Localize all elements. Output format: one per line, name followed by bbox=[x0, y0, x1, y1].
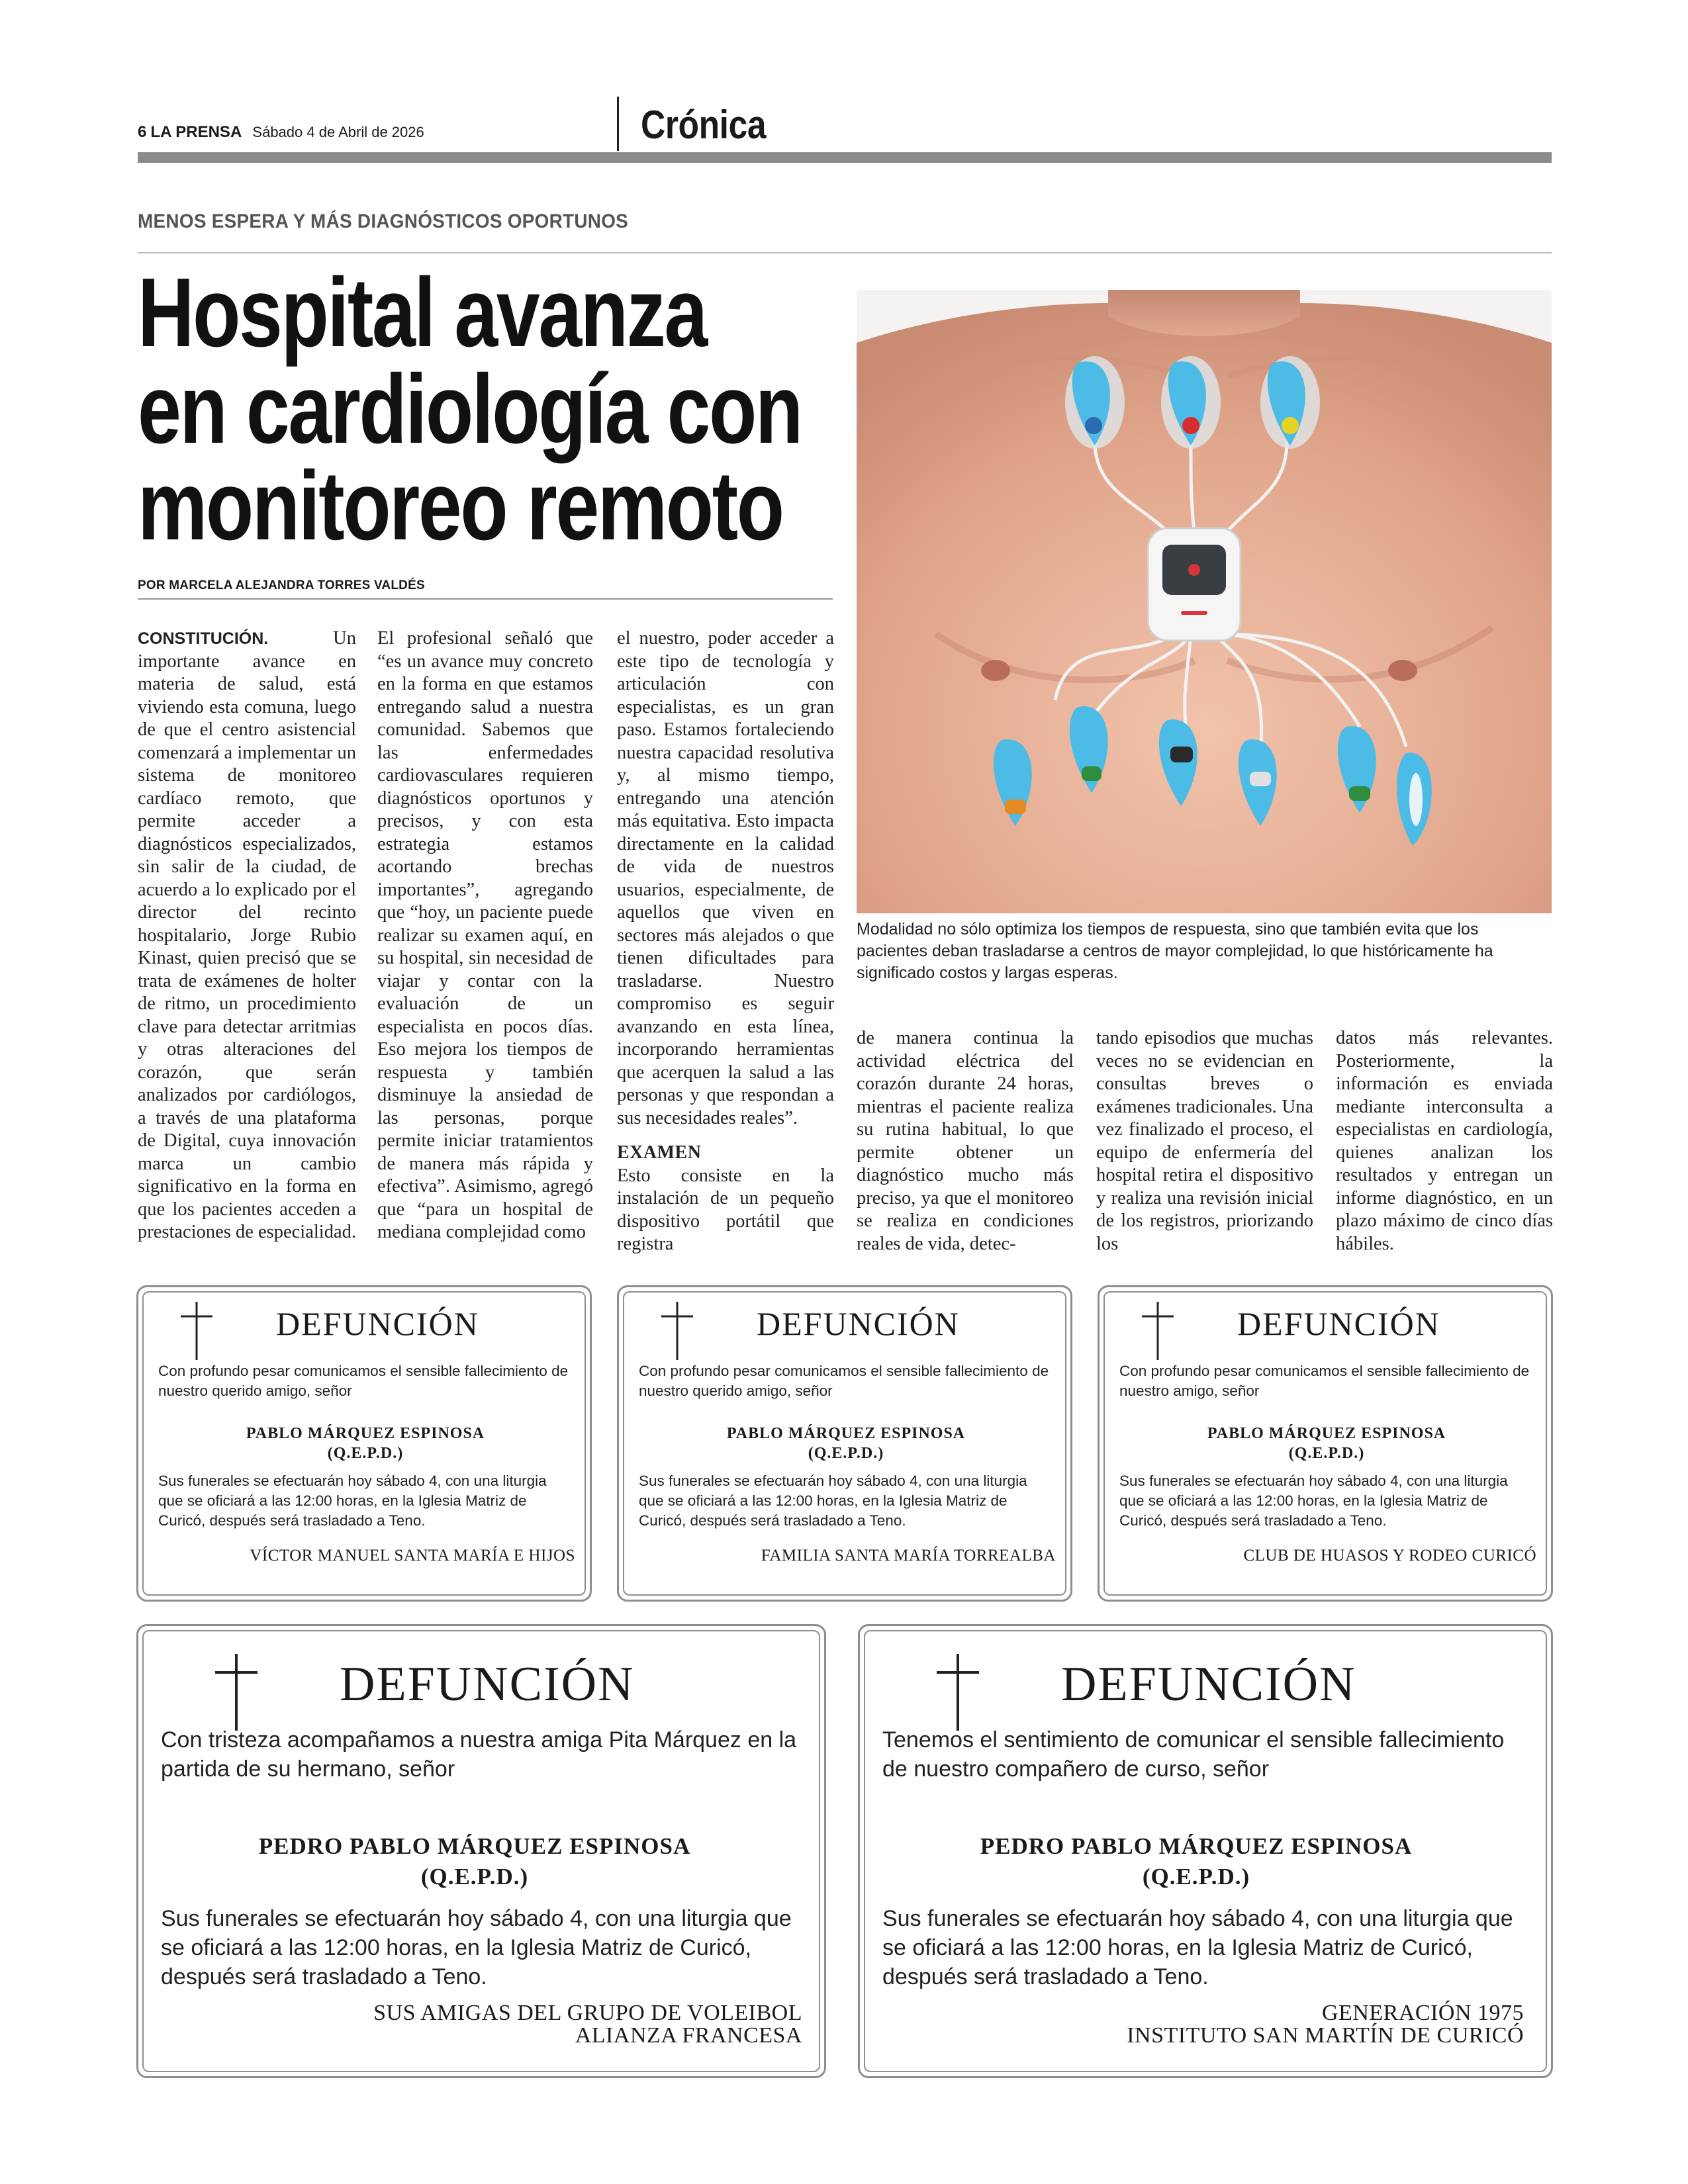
notice-frame bbox=[864, 1630, 1547, 2072]
kicker-rule bbox=[138, 252, 1552, 253]
notice-frame bbox=[142, 1630, 820, 2072]
header-rule bbox=[138, 152, 1552, 163]
headline-line: Hospital avanza bbox=[138, 258, 706, 367]
cross-icon bbox=[177, 1300, 216, 1361]
article-column-1 bbox=[138, 627, 356, 1244]
article-column-2 bbox=[377, 627, 593, 1244]
article-photo bbox=[857, 290, 1552, 913]
dateline: CONSTITUCIÓN. bbox=[138, 629, 269, 648]
notice-details: Sus funerales se efectuarán hoy sábado 4, con una liturgia que se oficiará a las 12:00 horas, en la Iglesia Matriz de Curicó, después será trasladado a Teno. bbox=[882, 1906, 1513, 1989]
cross-icon bbox=[210, 1653, 263, 1732]
notice-details: Sus funerales se efectuarán hoy sábado 4, con una liturgia que se oficiará a las 12:00 horas, en la Iglesia Matriz de Curicó, después será trasladado a Teno. bbox=[158, 1473, 547, 1529]
obituary-notice bbox=[136, 1624, 826, 2078]
notice-intro: Con profundo pesar comunicamos el sensible fallecimiento de nuestro querido amigo, señor bbox=[639, 1363, 1049, 1399]
column-text: Esto consiste en la instalación de un pequeño dispositivo portátil que registra bbox=[617, 1165, 834, 1254]
section-title: Crónica bbox=[641, 103, 767, 147]
notice-signature: GENERACIÓN 1975 INSTITUTO SAN MARTÍN DE CURICÓ bbox=[1127, 2001, 1524, 2048]
page-header-left bbox=[138, 123, 424, 142]
photo-caption: Modalidad no sólo optimiza los tiempos de respuesta, sino que también evita que los pacientes deban trasladarse a centros de mayor complejidad, lo que históricamente ha significado costos y largas esperas. bbox=[857, 920, 1493, 982]
obituary-notice bbox=[858, 1624, 1553, 2078]
notice-signature: SUS AMIGAS DEL GRUPO DE VOLEIBOL ALIANZA FRANCESA bbox=[373, 2001, 802, 2048]
notice-title: DEFUNCIÓN bbox=[276, 1305, 479, 1342]
deceased-name: PEDRO PABLO MÁRQUEZ ESPINOSA (Q.E.P.D.) bbox=[980, 1833, 1413, 1889]
notice-signature: CLUB DE HUASOS Y RODEO CURICÓ bbox=[1243, 1547, 1536, 1565]
issue-date: Sábado 4 de Abril de 2026 bbox=[252, 124, 424, 140]
header-divider bbox=[617, 97, 619, 151]
notice-frame bbox=[142, 1291, 586, 1596]
notice-intro: Tenemos el sentimiento de comunicar el sensible fallecimiento de nuestro compañero de curso, señor bbox=[882, 1727, 1505, 1782]
headline-line: en cardiología con bbox=[138, 355, 802, 464]
holter-chest-illustration bbox=[857, 290, 1552, 913]
deceased-name: PABLO MÁRQUEZ ESPINOSA (Q.E.P.D.) bbox=[726, 1425, 966, 1462]
cross-icon bbox=[1138, 1300, 1178, 1361]
column-text: datos más relevantes. Posteriormente, la información es enviada mediante interconsulta a especialistas en cardiología, quienes analizan los resultados y entregan un informe diagnóstico, en un plazo máximo de cinco días hábiles. bbox=[1336, 1028, 1553, 1254]
newspaper-name: LA PRENSA bbox=[150, 123, 242, 141]
article-kicker: MENOS ESPERA Y MÁS DIAGNÓSTICOS OPORTUNOS bbox=[138, 210, 629, 232]
cross-icon bbox=[931, 1653, 984, 1732]
notice-signature: VÍCTOR MANUEL SANTA MARÍA E HIJOS bbox=[250, 1547, 575, 1565]
notice-details: Sus funerales se efectuarán hoy sábado 4, con una liturgia que se oficiará a las 12:00 horas, en la Iglesia Matriz de Curicó, después será trasladado a Teno. bbox=[1119, 1473, 1508, 1529]
article-byline: POR MARCELA ALEJANDRA TORRES VALDÉS bbox=[138, 578, 425, 592]
column-text: El profesional señaló que “es un avance muy concreto en la forma en que estamos entregando salud a nuestra comunidad. Sabemos que las enfermedades cardiovasculares requieren diagnósticos oportunos y precisos, y con esta estrategia estamos acortando brechas importantes”, agregando que “hoy, un paciente puede realizar su examen aquí, en su hospital, sin necesidad de viajar y contar con la evaluación de un especialista en pocos días. Eso mejora los tiempos de respuesta y también disminuye la ansiedad de las personas, porque permite iniciar tratamientos de manera más rápida y efectiva”. Asimismo, agregó que “para un hospital de mediana complejidad como bbox=[377, 628, 593, 1242]
article-headline bbox=[138, 258, 802, 561]
notice-intro: Con profundo pesar comunicamos el sensible fallecimiento de nuestro amigo, señor bbox=[1119, 1363, 1530, 1399]
notice-title: DEFUNCIÓN bbox=[1061, 1657, 1356, 1711]
notice-signature: FAMILIA SANTA MARÍA TORREALBA bbox=[761, 1547, 1056, 1565]
notice-frame bbox=[623, 1291, 1066, 1596]
deceased-name: PEDRO PABLO MÁRQUEZ ESPINOSA (Q.E.P.D.) bbox=[258, 1833, 691, 1889]
article-column-6 bbox=[1336, 1027, 1553, 1255]
page-number: 6 bbox=[138, 123, 147, 141]
deceased-name: PABLO MÁRQUEZ ESPINOSA (Q.E.P.D.) bbox=[246, 1425, 485, 1462]
subheading: EXAMEN bbox=[617, 1142, 702, 1163]
notice-intro: Con profundo pesar comunicamos el sensible fallecimiento de nuestro querido amigo, señor bbox=[158, 1363, 569, 1399]
deceased-name: PABLO MÁRQUEZ ESPINOSA (Q.E.P.D.) bbox=[1207, 1425, 1446, 1462]
byline-rule bbox=[138, 598, 833, 600]
obituary-notice bbox=[1098, 1285, 1553, 1602]
column-text: tando episodios que muchas veces no se evidencian en consultas breves o exámenes tradicionales. Una vez finalizado el proceso, el equipo de enfermería del hospital retira el dispositivo y realiza una revisión inicial de los registros, priorizando los bbox=[1096, 1028, 1313, 1254]
obituary-notice bbox=[136, 1285, 592, 1602]
notice-details: Sus funerales se efectuarán hoy sábado 4, con una liturgia que se oficiará a las 12:00 horas, en la Iglesia Matriz de Curicó, después será trasladado a Teno. bbox=[639, 1473, 1027, 1529]
notice-intro: Con tristeza acompañamos a nuestra amiga Pita Márquez en la partida de su hermano, señor bbox=[161, 1727, 797, 1782]
column-text: de manera continua la actividad eléctrica del corazón durante 24 horas, mientras el paciente realiza su rutina habitual, lo que permite obtener un diagnóstico mucho más preciso, ya que el monitoreo se realiza en condiciones reales de vida, detec- bbox=[857, 1028, 1074, 1254]
article-column-4 bbox=[857, 1027, 1074, 1255]
headline-line: monitoreo remoto bbox=[138, 451, 783, 561]
notice-title: DEFUNCIÓN bbox=[340, 1657, 635, 1711]
column-text: el nuestro, poder acceder a este tipo de tecnología y articulación con especialistas, es un gran paso. Estamos fortaleciendo nuestra capacidad resolutiva y, al mismo tiempo, entregando una atención más equitativa. Esto impacta directamente en la calidad de vida de nuestros usuarios, especialmente, de aquellos que viven en sectores más alejados o que tienen dificultades para trasladarse. Nuestro compromiso es seguir avanzando en esta línea, incorporando herramientas que acerquen la salud a las personas y que respondan a sus necesidades reales”. bbox=[617, 628, 834, 1128]
obituary-notice bbox=[617, 1285, 1072, 1602]
notice-title: DEFUNCIÓN bbox=[1237, 1305, 1440, 1342]
article-column-5 bbox=[1096, 1027, 1313, 1255]
notice-title: DEFUNCIÓN bbox=[757, 1305, 960, 1342]
notice-frame bbox=[1103, 1291, 1547, 1596]
column-text: Un importante avance en materia de salud, está viviendo esta comuna, luego de que el centro asistencial comenzará a implementar un sistema de monitoreo cardíaco remoto, que permite acceder a diagnósticos especializados, sin salir de la ciudad, de acuerdo a lo explicado por el director del recinto hospitalario, Jorge Rubio Kinast, quien precisó que se trata de exámenes de holter de ritmo, un procedimiento clave para detectar arritmias y otras alteraciones del corazón, que serán analizados por cardiólogos, a través de una plataforma de Digital, cuya innovación marca un cambio significativo en la forma en que los pacientes acceden a prestaciones de especialidad. bbox=[138, 628, 356, 1242]
cross-icon bbox=[657, 1300, 697, 1361]
notice-details: Sus funerales se efectuarán hoy sábado 4, con una liturgia que se oficiará a las 12:00 horas, en la Iglesia Matriz de Curicó, después será trasladado a Teno. bbox=[161, 1906, 792, 1989]
article-column-3 bbox=[617, 627, 834, 1256]
